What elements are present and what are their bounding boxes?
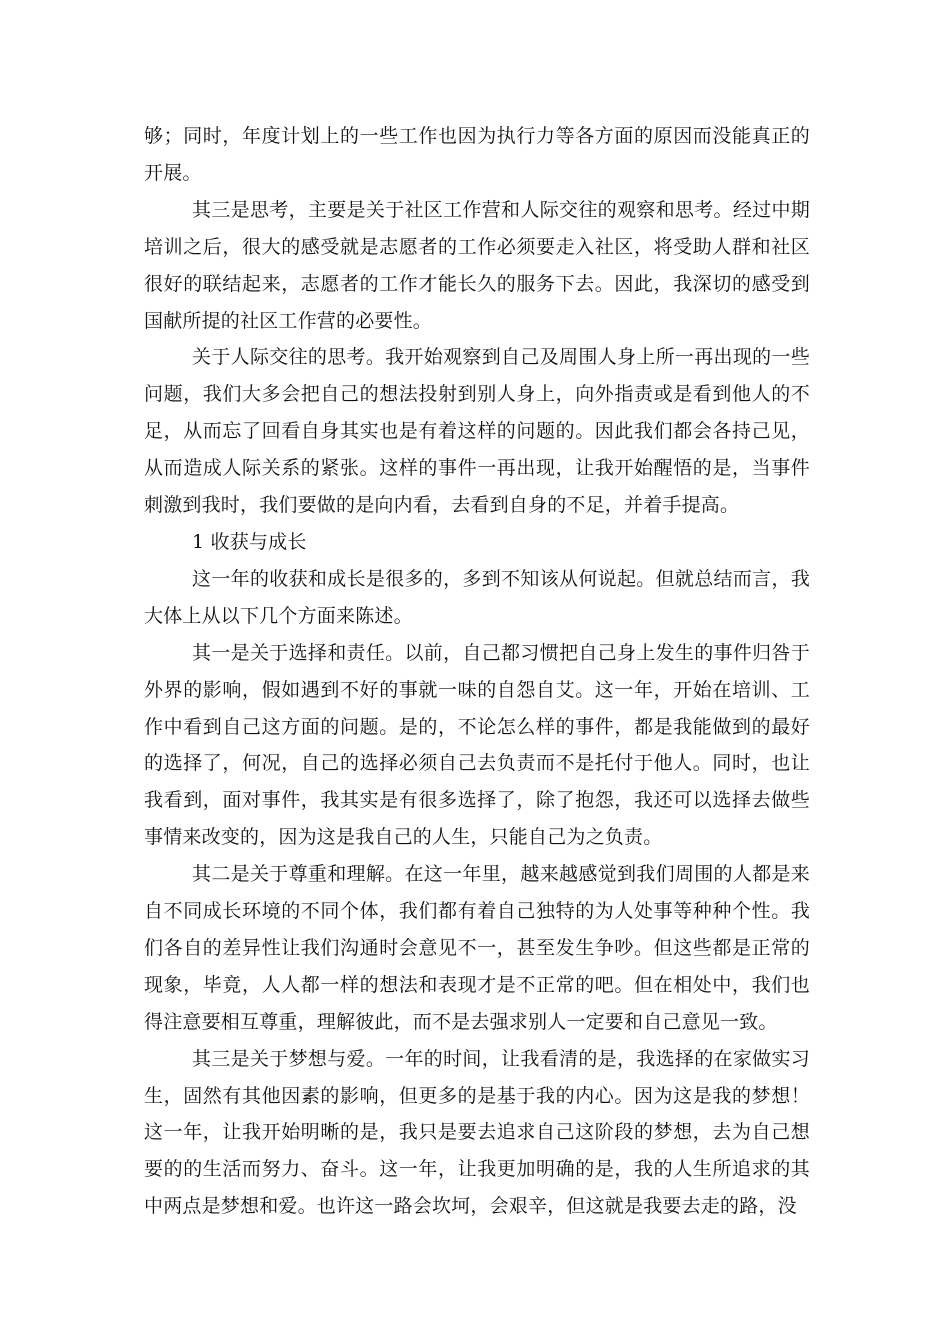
paragraph-harvest-intro: 这一年的收获和成长是很多的，多到不知该从何说起。但就总结而言，我大体上从以下几个方面来陈述。: [144, 567, 810, 627]
section-heading: 1 收获与成长: [192, 530, 307, 553]
paragraph-respect-understanding: 其二是关于尊重和理解。在这一年里，越来越感觉到我们周围的人都是来自不同成长环境的不同个体，我们都有着自己独特的为人处事等种种个性。我们各自的差异性让我们沟通时会意见不一，甚至发生争吵。但这些都是正常的现象，毕竟，人人都一样的想法和表现才是不正常的吧。但在相处中，我们也得注意要相互尊重，理解彼此，而不是去强求别人一定要和自己意见一致。: [144, 863, 810, 1033]
paragraph-continuation: 够；同时，年度计划上的一些工作也因为执行力等各方面的原因而没能真正的开展。: [144, 125, 810, 184]
paragraph-choice-responsibility: 其一是关于选择和责任。以前，自己都习惯把自己身上发生的事件归咎于外界的影响，假如遇到不好的事就一味的自怨自艾。这一年，开始在培训、工作中看到自己这方面的问题。是的，不论怎么样的事件，都是我能做到的最好的选择了，何况，自己的选择必须自己去负责而不是托付于他人。同时，也让我看到，面对事件，我其实是有很多选择了，除了抱怨，我还可以选择去做些事情来改变的，因为这是我自己的人生，只能自己为之负责。: [144, 641, 810, 849]
paragraph-thinking: 其三是思考，主要是关于社区工作营和人际交往的观察和思考。经过中期培训之后，很大的感受就是志愿者的工作必须要走入社区，将受助人群和社区很好的联结起来，志愿者的工作才能长久的服务下去。因此，我深切的感受到国献所提的社区工作营的必要性。: [144, 198, 810, 332]
paragraph-interpersonal: 关于人际交往的思考。我开始观察到自己及周围人身上所一再出现的一些问题，我们大多会把自己的想法投射到别人身上，向外指责或是看到他人的不足，从而忘了回看自身其实也是有着这样的问题的。因此我们都会各持己见，从而造成人际关系的紧张。这样的事件一再出现，让我开始醒悟的是，当事件刺激到我时，我们要做的是向内看，去看到自身的不足，并着手提高。: [144, 346, 810, 517]
paragraph-dream-love: 其三是关于梦想与爱。一年的时间，让我看清的是，我选择的在家做实习生，固然有其他因素的影响，但更多的是基于我的内心。因为这是我的梦想！这一年，让我开始明晰的是，我只是要去追求自己这阶段的梦想，去为自己想要的的生活而努力、奋斗。这一年，让我更加明确的是，我的人生所追求的其中两点是梦想和爱。也许这一路会坎坷，会艰辛，但这就是我要去走的路，没: [144, 1047, 810, 1218]
document-body: [144, 118, 810, 1225]
